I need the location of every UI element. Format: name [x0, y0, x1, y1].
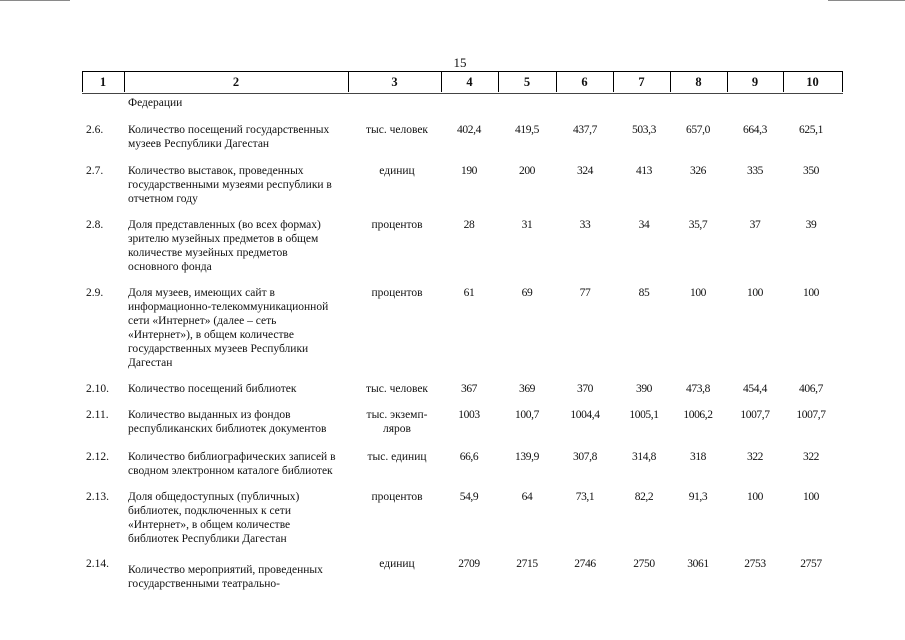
value-col-7: 503,3: [632, 124, 656, 136]
value-col-10: 1007,7: [796, 409, 826, 421]
header-col-1: 1: [99, 75, 107, 89]
indicator-name: Доля музеев, имеющих сайт в информационно-телекоммуникационной сети «Интернет» (далее – сеть «Интернет»), в общем количестве государственных музеев Республики Дагестан: [128, 287, 329, 369]
unit-of-measure: тыс. экземп- ляров: [366, 409, 428, 435]
value-col-6: 370: [576, 383, 594, 395]
value-col-4: 54,9: [459, 491, 479, 503]
row-number: 2.8.: [86, 219, 104, 231]
value-col-5: 419,5: [515, 124, 539, 136]
unit-of-measure: процентов: [371, 287, 423, 299]
value-col-9: 37: [749, 219, 761, 231]
value-col-8: 35,7: [688, 219, 708, 231]
indicator-name: Количество библиографических записей в сводном электронном каталоге библиотек: [128, 451, 336, 477]
unit-of-measure: процентов: [371, 491, 423, 503]
value-col-6: 77: [579, 287, 591, 299]
indicator-name: Количество выставок, проведенных государственными музеями республики в отчетном году: [128, 165, 332, 205]
value-col-9: 1007,7: [740, 409, 770, 421]
value-col-9: 2753: [744, 558, 766, 570]
value-col-5: 69: [521, 287, 533, 299]
header-bottom-rule: [82, 93, 843, 94]
scan-edge-mark-right: [828, 0, 905, 1]
value-col-5: 200: [518, 165, 536, 177]
indicator-name: Количество выданных из фондов республиканских библиотек документов: [128, 409, 327, 435]
value-col-9: 322: [746, 451, 764, 463]
indicator-name: Доля общедоступных (публичных) библиотек, подключенных к сети «Интернет», в общем количестве библиотек Республики Дагестан: [128, 491, 300, 545]
value-col-9: 664,3: [743, 124, 767, 136]
value-col-7: 1005,1: [629, 409, 659, 421]
page-number: 15: [453, 55, 467, 70]
value-col-4: 66,6: [459, 451, 479, 463]
value-col-8: 326: [689, 165, 707, 177]
value-col-10: 350: [802, 165, 820, 177]
value-col-7: 413: [635, 165, 653, 177]
indicator-name: Количество посещений государственных музеев Республики Дагестан: [128, 124, 330, 150]
value-col-9: 335: [746, 165, 764, 177]
unit-of-measure: процентов: [371, 219, 423, 231]
row-number: 2.11.: [86, 409, 109, 421]
header-top-rule: [82, 71, 843, 72]
value-col-7: 85: [638, 287, 650, 299]
value-col-6: 1004,4: [570, 409, 600, 421]
col-divider: [842, 72, 843, 92]
header-col-3: 3: [391, 75, 398, 89]
value-col-7: 314,8: [632, 451, 656, 463]
value-col-4: 1003: [458, 409, 480, 421]
header-col-6: 6: [581, 75, 588, 89]
unit-of-measure: единиц: [379, 165, 415, 177]
row-number: 2.6.: [86, 124, 104, 136]
unit-of-measure: тыс. человек: [365, 383, 429, 395]
value-col-10: 406,7: [799, 383, 823, 395]
value-col-8: 1006,2: [683, 409, 713, 421]
header-col-2: 2: [232, 75, 240, 89]
value-col-5: 2715: [516, 558, 538, 570]
row-number: 2.10.: [86, 383, 109, 395]
value-col-10: 100: [802, 491, 820, 503]
value-col-4: 2709: [458, 558, 480, 570]
value-col-7: 82,2: [634, 491, 654, 503]
value-col-5: 31: [521, 219, 533, 231]
value-col-10: 100: [802, 287, 820, 299]
value-col-7: 34: [638, 219, 650, 231]
value-col-6: 2746: [574, 558, 596, 570]
header-col-7: 7: [638, 75, 645, 89]
value-col-10: 625,1: [799, 124, 823, 136]
value-col-4: 61: [463, 287, 475, 299]
header-col-8: 8: [695, 75, 702, 89]
row-number: 2.9.: [86, 287, 104, 299]
scan-edge-mark-left: [0, 0, 70, 1]
indicator-name: Количество посещений библиотек: [128, 383, 297, 395]
row-number: 2.14.: [86, 558, 109, 570]
value-col-8: 3061: [687, 558, 709, 570]
value-col-4: 190: [460, 165, 478, 177]
value-col-5: 369: [518, 383, 536, 395]
value-col-10: 2757: [800, 558, 822, 570]
value-col-8: 473,8: [686, 383, 710, 395]
value-col-4: 402,4: [457, 124, 481, 136]
value-col-5: 139,9: [515, 451, 539, 463]
indicator-name: Доля представленных (во всех формах) зрителю музейных предметов в общем количестве музейных предметов основного фонда: [128, 219, 321, 273]
value-col-6: 73,1: [575, 491, 595, 503]
value-col-8: 657,0: [686, 124, 710, 136]
value-col-8: 91,3: [688, 491, 708, 503]
value-col-5: 100,7: [515, 409, 539, 421]
value-col-6: 437,7: [573, 124, 597, 136]
header-col-10: 10: [806, 75, 819, 89]
value-col-7: 2750: [633, 558, 655, 570]
value-col-5: 64: [521, 491, 533, 503]
value-col-4: 367: [460, 383, 478, 395]
value-col-9: 454,4: [743, 383, 767, 395]
value-col-6: 33: [579, 219, 591, 231]
unit-of-measure: тыс. человек: [365, 124, 429, 136]
value-col-9: 100: [746, 491, 764, 503]
value-col-8: 318: [689, 451, 707, 463]
value-col-10: 39: [805, 219, 817, 231]
header-col-4: 4: [466, 75, 473, 89]
value-col-4: 28: [463, 219, 475, 231]
unit-of-measure: тыс. единиц: [367, 451, 427, 463]
header-col-5: 5: [523, 75, 531, 89]
unit-of-measure: единиц: [379, 558, 415, 570]
value-col-6: 307,8: [573, 451, 597, 463]
header-col-9: 9: [751, 75, 759, 89]
row-number: 2.12.: [86, 451, 109, 463]
value-col-9: 100: [746, 287, 764, 299]
value-col-7: 390: [635, 383, 653, 395]
row-number: 2.13.: [86, 491, 109, 503]
value-col-10: 322: [802, 451, 820, 463]
value-col-6: 324: [576, 165, 594, 177]
row-number: 2.7.: [86, 165, 104, 177]
indicator-name: Количество мероприятий, проведенных государственными театрально-: [128, 564, 323, 590]
continuation-text: Федерации: [128, 97, 183, 109]
value-col-8: 100: [689, 287, 707, 299]
